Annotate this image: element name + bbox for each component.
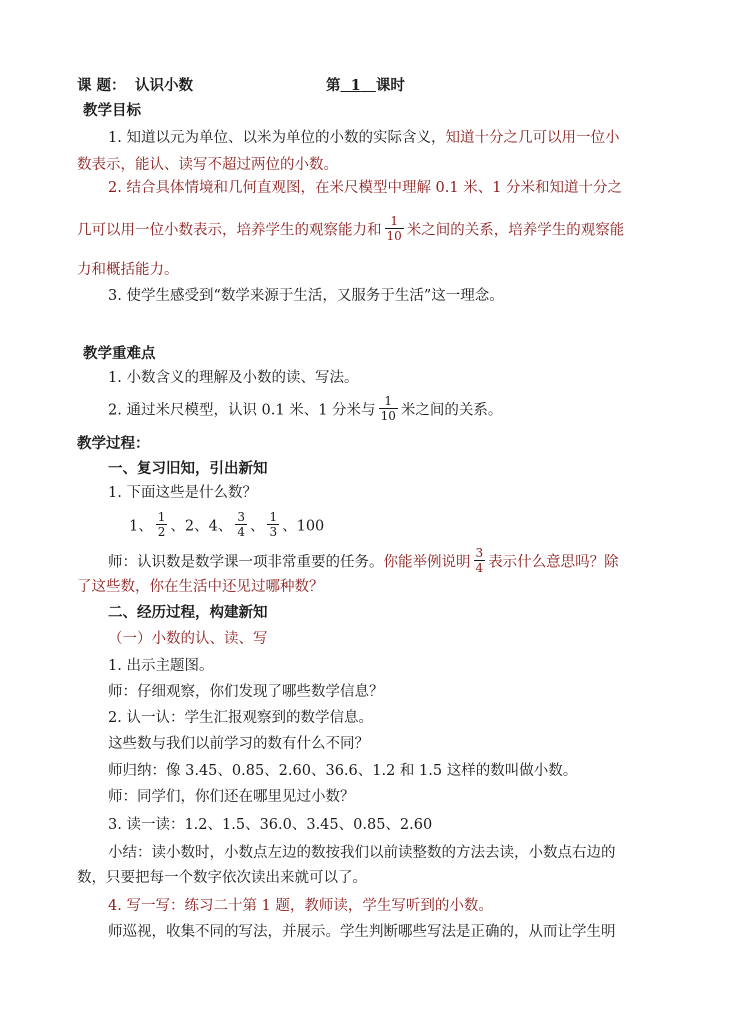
fraction-one-tenth: $\frac{1}{10}$ (386, 214, 402, 243)
teacher-line-2: 了这些数，你在生活中还见过哪种数？ (77, 579, 324, 595)
goal-1-line-2: 数表示，能认、读写不超过两位的小数。 (77, 157, 338, 173)
summary-line-2: 数，只要把每一个数字依次读出来就可以了。 (77, 870, 367, 886)
step-2-teacher: 师：同学们，你们还在哪里见过小数？ (108, 789, 355, 805)
fraction-one-tenth: $\frac{1}{10}$ (380, 394, 396, 423)
goal-2-line-3: 力和概括能力。 (77, 262, 179, 278)
key-points-heading: 教学重难点 (83, 345, 156, 362)
topic-title: 认识小数 (135, 77, 193, 94)
question-1: 1. 下面这些是什么数？ (108, 485, 257, 501)
summary-line-1: 小结：读小数时，小数点左边的数按我们以前读整数的方法去读，小数点右边的 (108, 845, 616, 861)
section-2-heading: 二、经历过程，构建新知 (108, 604, 268, 621)
step-3: 3. 读一读：1.2、1.5、36.0、3.45、0.85、2.60 (108, 817, 433, 833)
goal-1-line-1: 1. 知道以元为单位、以米为单位的小数的实际含义，知道十分之几可以用一位小 (108, 130, 620, 146)
process-heading: 教学过程： (77, 435, 150, 452)
goal-2-line-1: 2. 结合具体情境和几何直观图，在米尺模型中理解 0.1 米、1 分米和知道十分之 (108, 180, 623, 196)
key-point-1: 1. 小数含义的理解及小数的读、写法。 (108, 370, 359, 386)
step-1-teacher: 师：仔细观察，你们发现了哪些数学信息？ (108, 684, 384, 700)
section-1-heading: 一、复习旧知，引出新知 (108, 460, 268, 477)
goal-2-line-2: 几可以用一位小数表示，培养学生的观察能力和 $\frac{1}{10}$ 米之间的关系，培养学生的观察能 (77, 214, 625, 243)
step-2-summary: 师归纳：像 3.45、0.85、2.60、36.6、1.2 和 1.5 这样的数叫做小数。 (108, 763, 578, 779)
step-4-teacher: 师巡视，收集不同的写法，并展示。学生判断哪些写法是正确的，从而让学生明 (108, 924, 616, 940)
goal-3: 3. 使学生感受到“数学来源于生活，又服务于生活”这一理念。 (108, 288, 504, 304)
step-2: 2. 认一认：学生汇报观察到的数学信息。 (108, 710, 373, 726)
teacher-line-1: 师：认识数是数学课一项非常重要的任务。你能举例说明 $\frac{3}{4}$ 表示什么意思吗？除 (108, 546, 619, 575)
step-4: 4. 写一写：练习二十第 1 题，教师读，学生写听到的小数。 (108, 898, 493, 914)
step-2-question: 这些数与我们以前学习的数有什么不同？ (108, 736, 369, 752)
lesson-number: 第 1 课时 (326, 77, 405, 94)
goals-heading: 教学目标 (83, 102, 141, 119)
topic-label: 课 题： (77, 77, 126, 94)
number-list: 1、 $\frac{1}{2}$ 、2、4、 $\frac{3}{4}$ 、 $\frac{1}{3}$ 、100 (129, 510, 325, 539)
step-1: 1. 出示主题图。 (108, 658, 214, 674)
subsection-1-heading: （一）小数的认、读、写 (108, 631, 268, 647)
key-point-2: 2. 通过米尺模型，认识 0.1 米、1 分米与 $\frac{1}{10}$ 米之间的关系。 (108, 394, 503, 423)
